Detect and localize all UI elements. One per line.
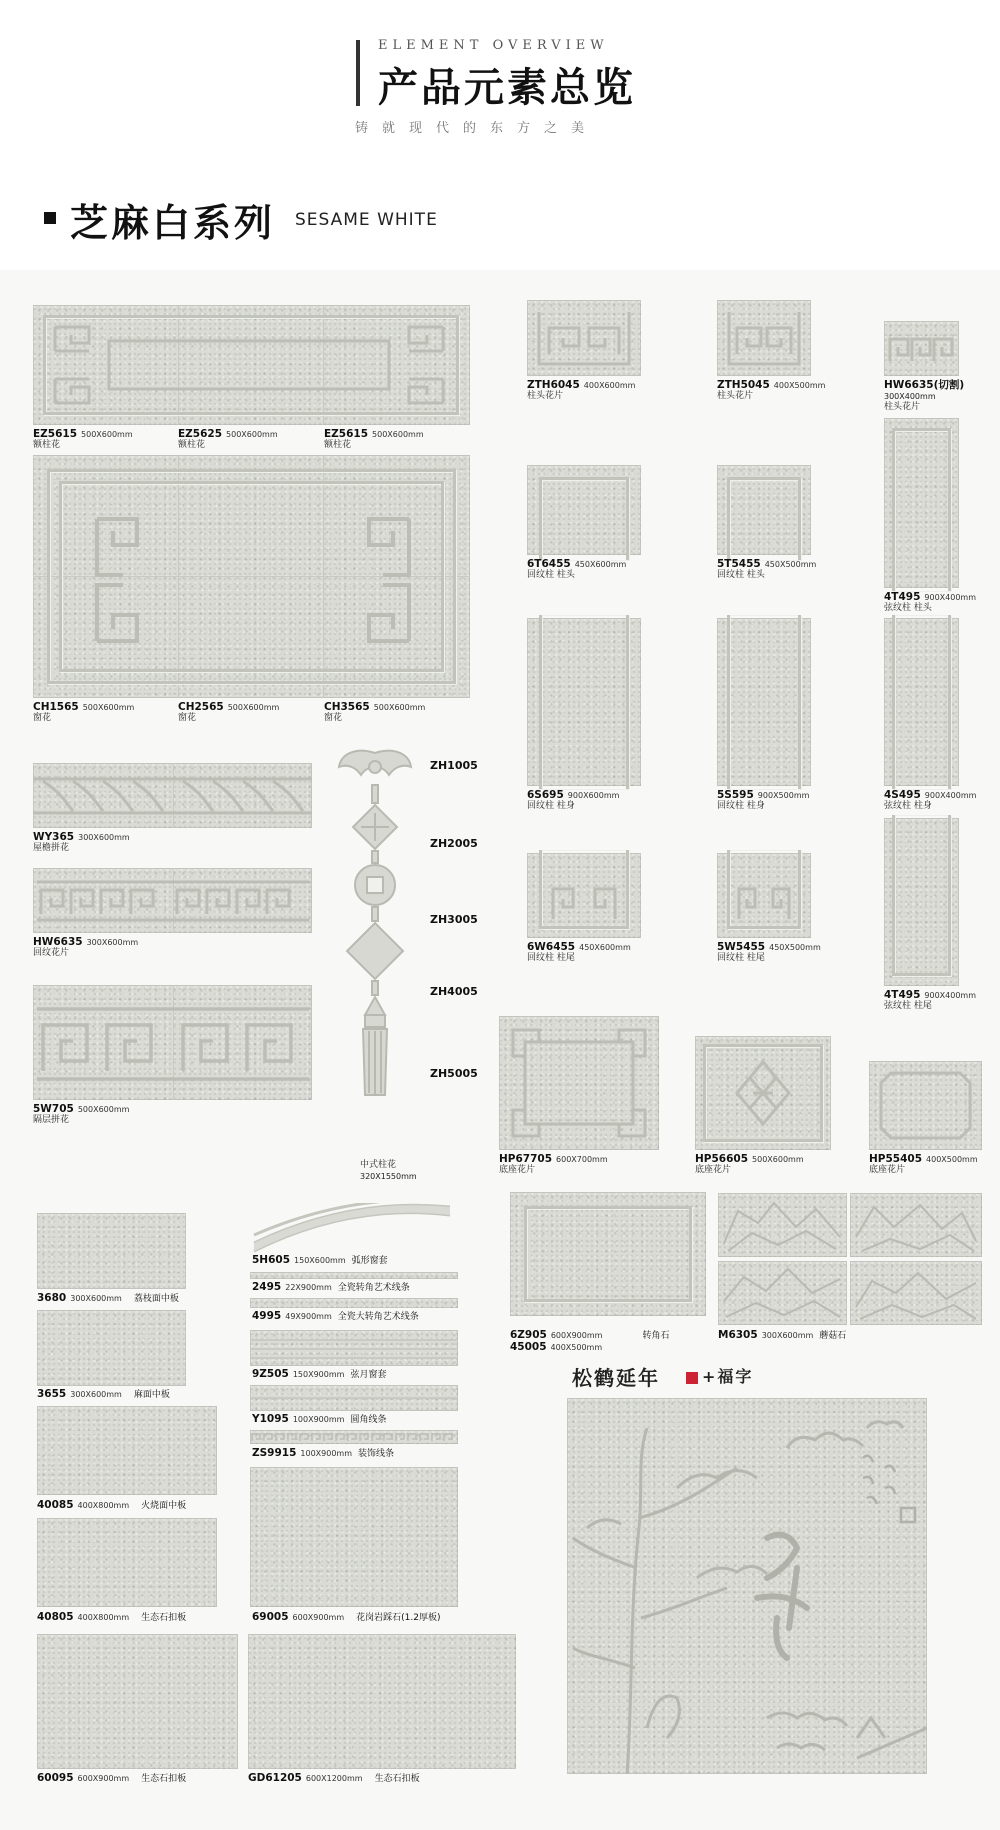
mushroom-stone-1 [718,1193,847,1257]
5s595-tile [717,618,811,786]
caption-4t495-head: 4T495 900X400mm 弦纹柱 柱头 [884,591,976,613]
caption-3655: 3655 300X600mm 麻面中板 [37,1388,170,1400]
caption-6s695: 6S695 900X600mm 回纹柱 柱身 [527,789,620,811]
fret-pattern-icon [549,883,619,923]
rock-texture-icon [718,1261,847,1325]
caption-ch1565: CH1565 500X600mm 窗花 [33,701,135,723]
fret-corner-icon [49,321,449,409]
caption-2495: 2495 22X900mm 全瓷转角艺术线条 [252,1281,410,1293]
mushroom-stone-3 [718,1261,847,1325]
caption-ez5625: EZ5625 500X600mm 额柱花 [178,428,278,450]
fret-pattern-icon [93,515,413,645]
zh5005-label: ZH5005 [430,1067,478,1080]
zth6045-tile [527,300,641,376]
rope-pattern-icon [33,775,312,817]
zh2005-label: ZH2005 [430,837,478,850]
69005-tile [250,1467,458,1607]
mushroom-stone-4 [850,1261,982,1325]
arc-window-moulding-icon [250,1203,455,1255]
caption-69005: 69005 600X900mm 花岗岩踩石(1.2厚板) [252,1611,441,1623]
caption-5h605: 5H605 150X600mm 弧形窗套 [252,1254,388,1266]
caption-hp55405: HP55405 400X500mm 底座花片 [869,1153,978,1175]
rock-texture-icon [850,1193,982,1257]
caption-5t5455: 5T5455 450X500mm 回纹柱 柱头 [717,558,817,580]
caption-3680: 3680 300X600mm 荔枝面中板 [37,1292,179,1304]
fret-pattern-icon [535,308,633,368]
caption-zs9915: ZS9915 100X900mm 装饰线条 [252,1447,395,1459]
caption-hp56605: HP56605 500X600mm 底座花片 [695,1153,804,1175]
header-subtitle: 铸就现代的东方之美 [355,121,599,136]
hp56605-tile [695,1036,831,1150]
zh1005-label: ZH1005 [430,759,478,772]
zh4005-label: ZH4005 [430,985,478,998]
caption-4995: 4995 49X900mm 全瓷大转角艺术线条 [252,1310,419,1322]
caption-ch3565: CH3565 500X600mm 窗花 [324,701,426,723]
caption-5w705: 5W705 500X600mm 隔层拼花 [33,1103,130,1125]
6w6455-tile [527,853,641,938]
caption-40085: 40085 400X800mm 火烧面中板 [37,1499,187,1511]
caption-zth5045: ZTH5045 400X500mm 柱头花片 [717,379,826,401]
series-english-title: SESAME WHITE [295,210,438,230]
4t495-tail-tile [884,818,959,986]
caption-60095: 60095 600X900mm 生态石扣板 [37,1772,187,1784]
header-title: 产品元素总览 [378,65,636,111]
zs9915-line-tile [250,1430,458,1444]
caption-zh: 中式柱花 320X1550mm [360,1160,417,1181]
caption-6z905: 6Z905 600X900mm 转角石 [510,1329,670,1341]
hw6635-cut-tile [884,321,959,376]
zth5045-tile [717,300,811,376]
fret-band-icon [37,995,309,1090]
6s695-tile [527,618,641,786]
rock-texture-icon [718,1193,847,1257]
hp67705-tile [499,1016,659,1150]
hp55405-tile [869,1061,982,1150]
60095-tile [37,1634,238,1769]
caption-4t495-tail: 4T495 900X400mm 弦纹柱 柱尾 [884,989,976,1011]
5t5455-tile [717,465,811,555]
series-bullet [44,212,56,224]
fret-band-icon [250,1432,458,1442]
caption-5s595: 5S595 900X500mm 回纹柱 柱身 [717,789,810,811]
caption-ez5615: EZ5615 500X600mm 额柱花 [33,428,133,450]
5w705-band-tile [33,985,312,1100]
rock-texture-icon [850,1261,982,1325]
caption-gd61205: GD61205 600X1200mm 生态石扣板 [248,1772,420,1784]
6t6455-tile [527,465,641,555]
4s495-tile [884,618,959,786]
40805-tile [37,1518,217,1607]
hw6635-band-tile [33,868,312,933]
caption-hp67705: HP67705 600X700mm 底座花片 [499,1153,608,1175]
gd61205-tile [248,1634,516,1769]
fret-band-icon [888,331,955,367]
40085-tile [37,1406,217,1495]
caption-5w5455: 5W5455 450X500mm 回纹柱 柱尾 [717,941,821,963]
caption-wy365: WY365 300X600mm 屋檐拼花 [33,831,130,853]
5w5455-tile [717,853,811,938]
9z505-line-tile [250,1330,458,1366]
4995-line-tile [250,1298,458,1308]
caption-hw6635: HW6635 300X600mm 回纹花片 [33,936,139,958]
caption-ch2565: CH2565 500X600mm 窗花 [178,701,280,723]
caption-ez5615b: EZ5615 500X600mm 额柱花 [324,428,424,450]
3680-tile [37,1213,186,1289]
caption-hw6635-cut: HW6635(切割) 300X400mm 柱头花片 [884,379,965,412]
2495-line-tile [250,1272,458,1279]
caption-40805: 40805 400X800mm 生态石扣板 [37,1611,187,1623]
fret-band-icon [37,880,309,922]
series-title: 芝麻白系列 [70,201,276,245]
caption-y1095: Y1095 100X900mm 圆角线条 [252,1413,387,1425]
mural-title: 松鹤延年 [572,1366,660,1390]
caption-6t6455: 6T6455 450X600mm 回纹柱 柱头 [527,558,627,580]
4t495-head-tile [884,418,959,588]
frame-motif-icon [877,1069,974,1142]
zh3005-label: ZH3005 [430,913,478,926]
6z905-corner-stone-tile [510,1192,706,1316]
mushroom-stone-2 [850,1193,982,1257]
caption-9z505: 9Z505 150X900mm 弦月窗套 [252,1368,387,1380]
knot-motif-icon [733,1058,793,1128]
caption-m6305: M6305 300X600mm 蘑菇石 [718,1329,847,1341]
caption-45005: 45005 400X500mm [510,1341,603,1353]
caption-6w6455: 6W6455 450X600mm 回纹柱 柱尾 [527,941,631,963]
pine-crane-mural-tile [567,1398,927,1774]
wy365-eave-tile [33,763,312,828]
mural-plus-fu: +福字 [702,1367,754,1386]
header-divider [356,40,360,106]
seal-icon [686,1372,698,1384]
ch-window-panel-tile [33,455,470,698]
header-english-title: ELEMENT OVERVIEW [378,38,609,53]
caption-4s495: 4S495 900X400mm 弦纹柱 柱身 [884,789,977,811]
pine-crane-mural-icon [567,1398,927,1774]
fret-pattern-icon [735,883,793,923]
y1095-line-tile [250,1385,458,1411]
fret-corner-icon [509,1026,649,1140]
ez-lintel-tile [33,305,470,425]
fret-pattern-icon [725,308,803,368]
caption-zth6045: ZTH6045 400X600mm 柱头花片 [527,379,636,401]
3655-tile [37,1310,186,1386]
chinese-knot-ornament-icon [335,745,415,1145]
